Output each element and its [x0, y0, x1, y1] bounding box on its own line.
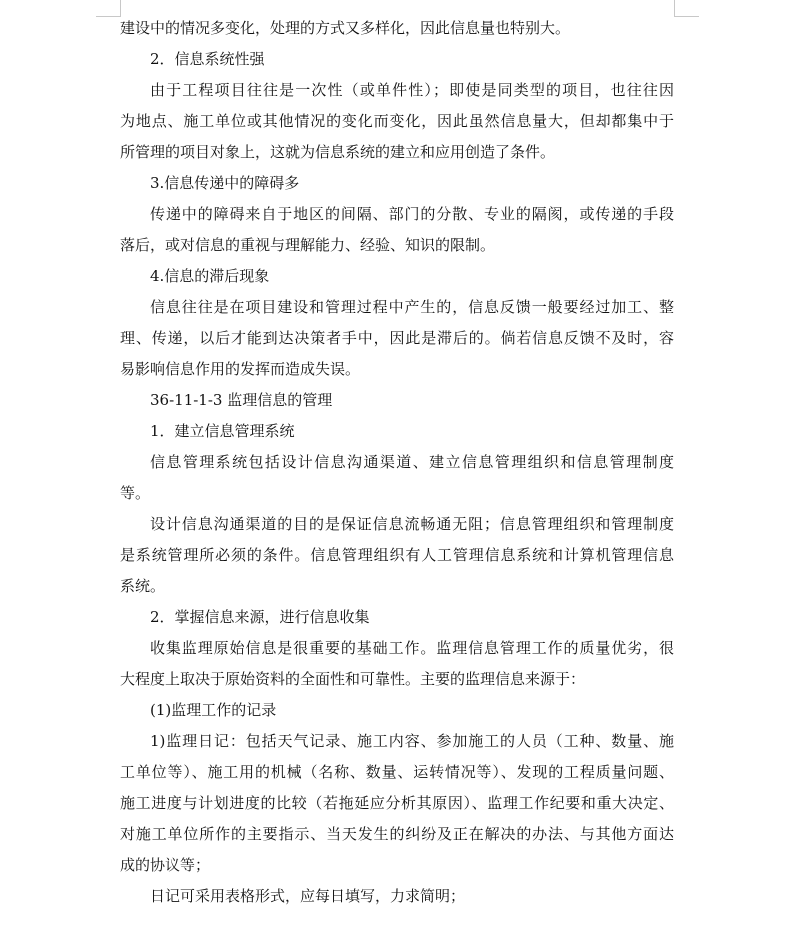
text-line: 落后，或对信息的重视与理解能力、经验、知识的限制。 — [120, 236, 496, 254]
text-line: 系统。 — [120, 577, 166, 595]
text-line: 日记可采用表格形式，应每日填写，力求简明； — [150, 887, 466, 905]
text-line: 等。 — [120, 484, 151, 502]
text-line: 2．掌握信息来源，进行信息收集 — [150, 608, 370, 626]
text-line: 由于工程项目往往是一次性（或单件性）；即使是同类型的项目，也往往因 — [150, 81, 674, 99]
text-line: 3.信息传递中的障碍多 — [150, 174, 300, 192]
text-line: 建设中的情况多变化，处理的方式又多样化，因此信息量也特别大。 — [120, 19, 571, 37]
text-line: 为地点、施工单位或其他情况的变化而变化，因此虽然信息量大，但却都集中于 — [120, 112, 674, 130]
text-line: 对施工单位所作的主要指示、当天发生的纠纷及正在解决的办法、与其他方面达 — [120, 825, 674, 843]
page-corner-mark-right — [674, 0, 699, 17]
text-line: 理、传递，以后才能到达决策者手中，因此是滞后的。倘若信息反馈不及时，容 — [120, 329, 674, 347]
text-line: 信息管理系统包括设计信息沟通渠道、建立信息管理组织和信息管理制度 — [150, 453, 674, 471]
text-line: 信息往往是在项目建设和管理过程中产生的，信息反馈一般要经过加工、整 — [150, 298, 674, 316]
text-line: 1)监理日记：包括天气记录、施工内容、参加施工的人员（工种、数量、施 — [150, 732, 674, 750]
document-body — [120, 13, 674, 912]
text-line: 收集监理原始信息是很重要的基础工作。监理信息管理工作的质量优劣，很 — [150, 639, 674, 657]
text-line: 工单位等）、施工用的机械（名称、数量、运转情况等）、发现的工程质量问题、 — [120, 763, 674, 781]
text-line: 2．信息系统性强 — [150, 50, 265, 68]
text-line: 传递中的障碍来自于地区的间隔、部门的分散、专业的隔阂，或传递的手段 — [150, 205, 674, 223]
text-line: 36-11-1-3 监理信息的管理 — [150, 391, 333, 409]
text-line: 所管理的项目对象上，这就为信息系统的建立和应用创造了条件。 — [120, 143, 556, 161]
text-line: 4.信息的滞后现象 — [150, 267, 270, 285]
text-line: 大程度上取决于原始资料的全面性和可靠性。主要的监理信息来源于： — [120, 670, 586, 688]
text-line: 成的协议等； — [120, 856, 211, 874]
text-line: 1．建立信息管理系统 — [150, 422, 295, 440]
text-line: 施工进度与计划进度的比较（若拖延应分析其原因）、监理工作纪要和重大决定、 — [120, 794, 674, 812]
text-line: 设计信息沟通渠道的目的是保证信息流畅通无阻；信息管理组织和管理制度 — [150, 515, 674, 533]
text-line: 易影响信息作用的发挥而造成失误。 — [120, 360, 361, 378]
text-line: (1)监理工作的记录 — [150, 701, 277, 719]
text-line: 是系统管理所必须的条件。信息管理组织有人工管理信息系统和计算机管理信息 — [120, 546, 674, 564]
page-corner-mark-left — [96, 0, 121, 17]
